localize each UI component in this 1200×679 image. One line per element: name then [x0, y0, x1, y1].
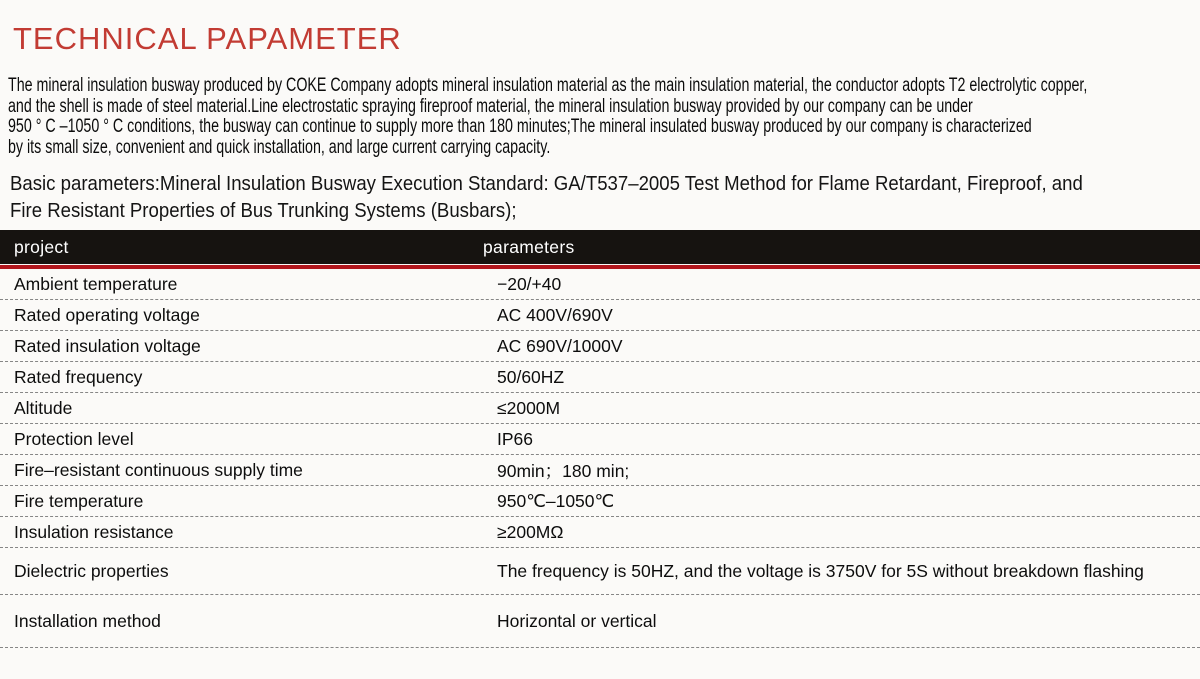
intro-line: The mineral insulation busway produced by COKE Company adopts mineral insulation material as the main insulation material, the conductor adopts T2 electrolytic copper,: [8, 75, 1088, 96]
table-row: [0, 486, 1200, 517]
row-value: AC 400V/690V: [497, 304, 613, 325]
row-label: Ambient temperature: [14, 273, 178, 294]
table-row: [0, 269, 1200, 300]
row-label: Fire temperature: [14, 490, 144, 511]
row-label: Protection level: [14, 428, 134, 449]
intro-line: and the shell is made of steel material.Line electrostatic spraying fireproof material, the mineral insulation busway provided by our company can be under: [8, 95, 973, 117]
basic-parameters-line: Basic parameters:Mineral Insulation Busway Execution Standard: GA/T537–2005 Test Method for Flame Retardant, Fireproof, and: [10, 173, 1083, 195]
row-value: AC 690V/1000V: [497, 335, 623, 356]
page-title: TECHNICAL PAPAMETER: [13, 21, 402, 56]
row-value: 950℃–1050℃: [497, 490, 615, 511]
intro-paragraph: [8, 76, 1200, 158]
table-row: [0, 424, 1200, 455]
row-label: Altitude: [14, 397, 73, 418]
basic-parameters-line: Fire Resistant Properties of Bus Trunking Systems (Busbars);: [10, 200, 517, 222]
row-label: Installation method: [14, 610, 161, 631]
row-value: −20/+40: [497, 273, 562, 294]
intro-line: 950 ° C –1050 ° C conditions, the busway can continue to supply more than 180 minutes;The mineral insulated busway produced by our company is characterized: [8, 116, 1032, 137]
row-value: Horizontal or vertical: [497, 610, 657, 631]
row-label: Fire–resistant continuous supply time: [14, 459, 303, 480]
row-value: 50/60HZ: [497, 366, 565, 387]
table-header-row: [0, 230, 1200, 264]
row-label: Dielectric properties: [14, 560, 169, 581]
row-value: 90min；180 min;: [497, 460, 630, 481]
table-row: [0, 393, 1200, 424]
row-value: The frequency is 50HZ, and the voltage is 3750V for 5S without breakdown flashing: [497, 560, 1144, 581]
table-row: [0, 455, 1200, 486]
row-value: ≤2000M: [497, 397, 561, 418]
row-value: IP66: [497, 428, 533, 449]
row-label: Insulation resistance: [14, 521, 174, 542]
table-row: [0, 362, 1200, 393]
header-cell-parameters: parameters: [483, 236, 575, 257]
table-row: [0, 595, 1200, 648]
table-row: [0, 517, 1200, 548]
row-label: Rated frequency: [14, 366, 143, 387]
row-value: ≥200MΩ: [497, 521, 564, 542]
spec-table: [0, 230, 1200, 648]
basic-parameters-text: [10, 171, 1200, 225]
row-label: Rated operating voltage: [14, 304, 200, 325]
header-cell-project: project: [14, 236, 69, 257]
row-label: Rated insulation voltage: [14, 335, 201, 356]
intro-line: by its small size, convenient and quick installation, and large current carrying capacity.: [8, 136, 551, 158]
table-row: [0, 300, 1200, 331]
table-row: [0, 548, 1200, 595]
table-row: [0, 331, 1200, 362]
